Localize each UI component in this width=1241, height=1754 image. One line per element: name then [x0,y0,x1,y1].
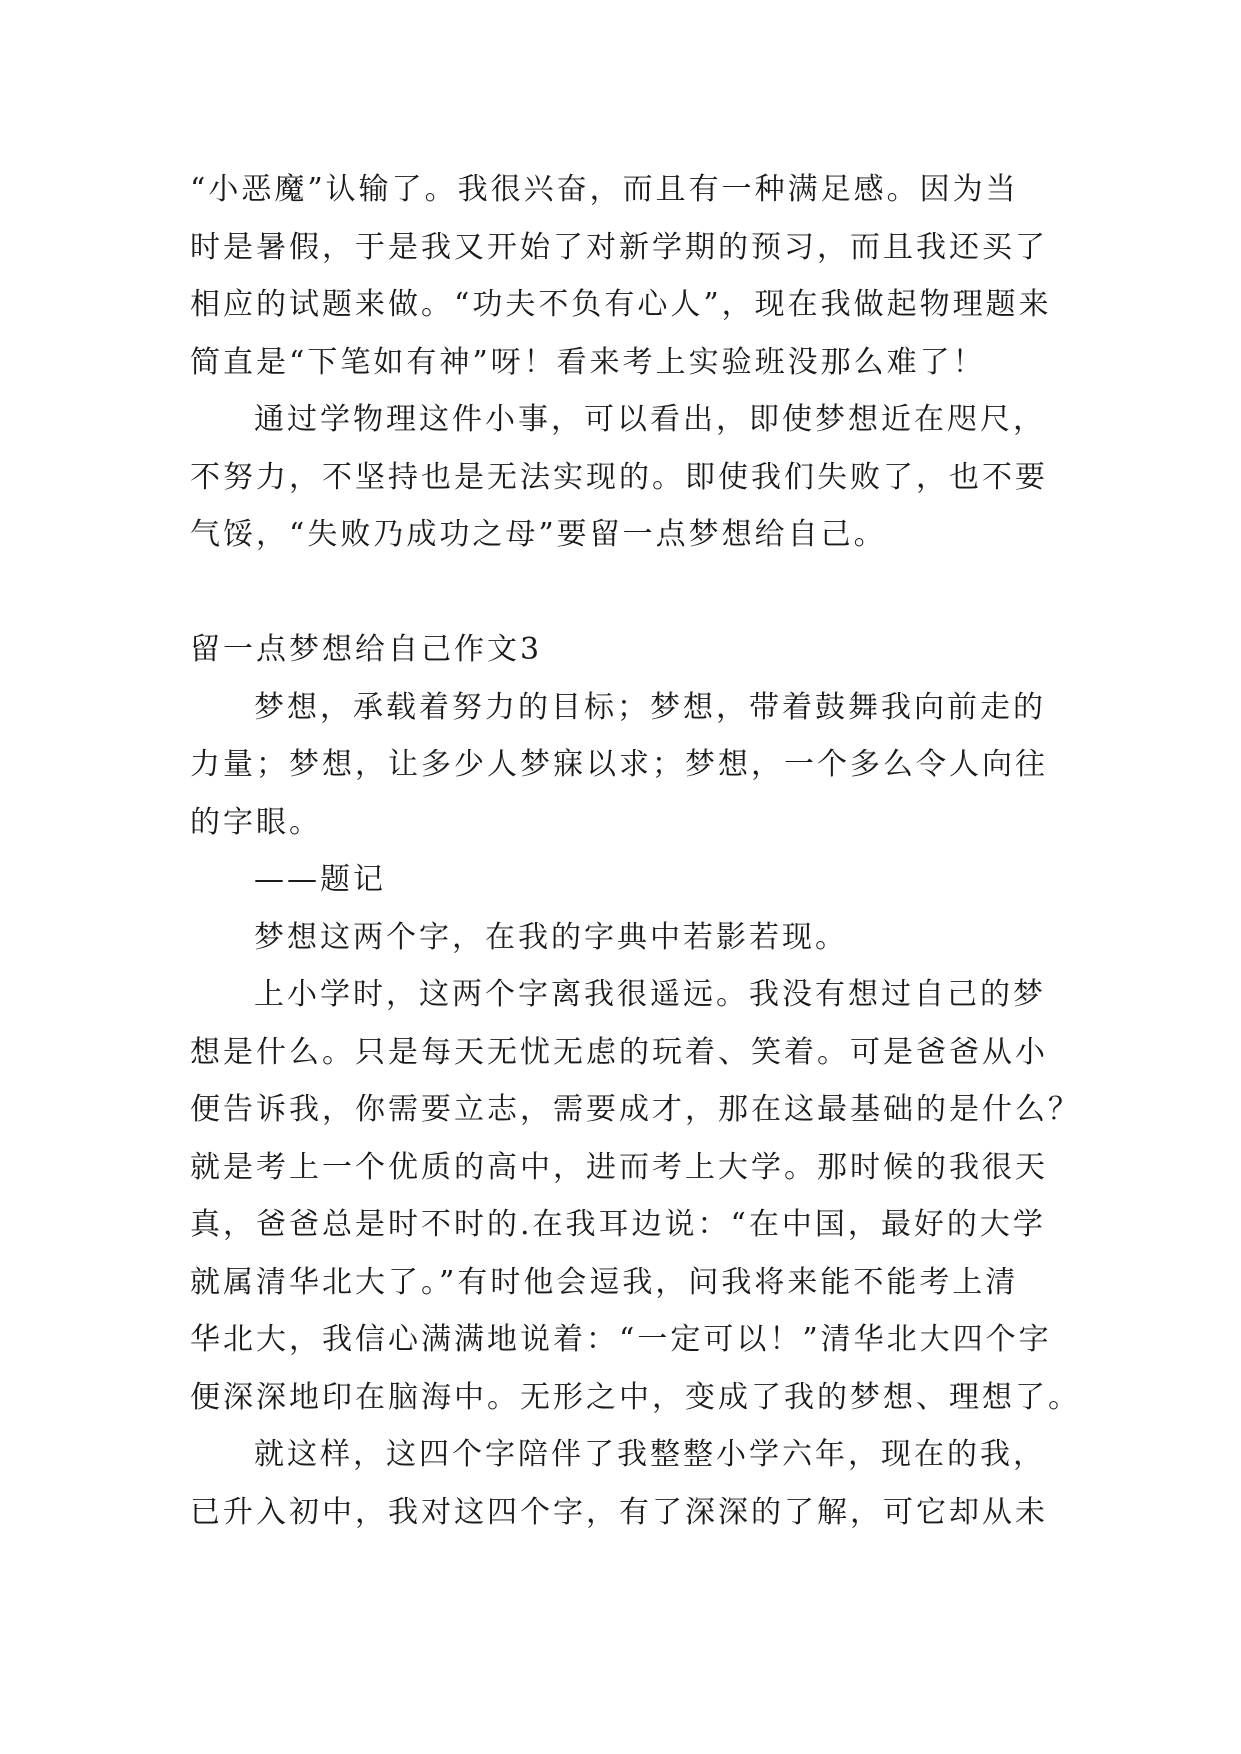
paragraph [190,679,1050,852]
blank-line [190,564,1050,622]
text-line: 相应的试题来做。“功夫不负有心人”，现在我做起物理题来 [190,287,1052,322]
text-line: 真，爸爸总是时不时的.在我耳边说：“在中国，最好的大学 [190,1207,1046,1242]
paragraph [190,909,1050,967]
inscription: ——题记 [254,862,386,897]
text-line: 想是什么。只是每天无忧无虑的玩着、笑着。可是爸爸从小 [190,1034,1048,1070]
text-line: 时是暑假，于是我又开始了对新学期的预习，而且我还买了 [190,229,1048,265]
text-line: 已升入初中，我对这四个字，有了深深的了解，可它却从未 [190,1494,1048,1530]
text-line: 便告诉我，你需要立志，需要成才，那在这最基础的是什么？ [190,1092,1081,1127]
text-line: 就这样，这四个字陪伴了我整整小学六年，现在的我， [254,1437,1046,1472]
paragraph [190,391,1050,564]
text-line: 华北大，我信心满满地说着：“一定可以！”清华北大四个字 [190,1322,1052,1357]
paragraph [190,1426,1050,1541]
paragraph [190,161,1050,391]
section-heading: 留一点梦想给自己作文3 [190,632,543,667]
paragraph [190,966,1081,1426]
text-line: 便深深地印在脑海中。无形之中，变成了我的梦想、理想了。 [190,1379,1081,1415]
text-line: 通过学物理这件小事，可以看出，即使梦想近在咫尺， [254,402,1046,437]
text-line: 就属清华北大了。”有时他会逗我，问我将来能不能考上清 [190,1264,1019,1300]
text-line: 力量；梦想，让多少人梦寐以求；梦想，一个多么令人向往 [190,747,1048,782]
text-line: 气馁，“失败乃成功之母”要留一点梦想给自己。 [190,517,887,552]
text-line: 就是考上一个优质的高中，进而考上大学。那时候的我很天 [190,1149,1048,1185]
text-line: 不努力，不坚持也是无法实现的。即使我们失败了，也不要 [190,459,1048,495]
text-line: 简直是“下笔如有神”呀！看来考上实验班没那么难了！ [190,344,986,380]
text-line: “小恶魔”认输了。我很兴奋，而且有一种满足感。因为当 [190,172,1019,207]
text-line: 梦想这两个字，在我的字典中若影若现。 [254,919,848,955]
text-line: 的字眼。 [190,804,322,840]
text-line: 上小学时，这两个字离我很遥远。我没有想过自己的梦 [254,977,1046,1012]
text-line: 梦想，承载着努力的目标；梦想，带着鼓舞我向前走的 [254,689,1046,725]
document-body [190,161,1081,1541]
